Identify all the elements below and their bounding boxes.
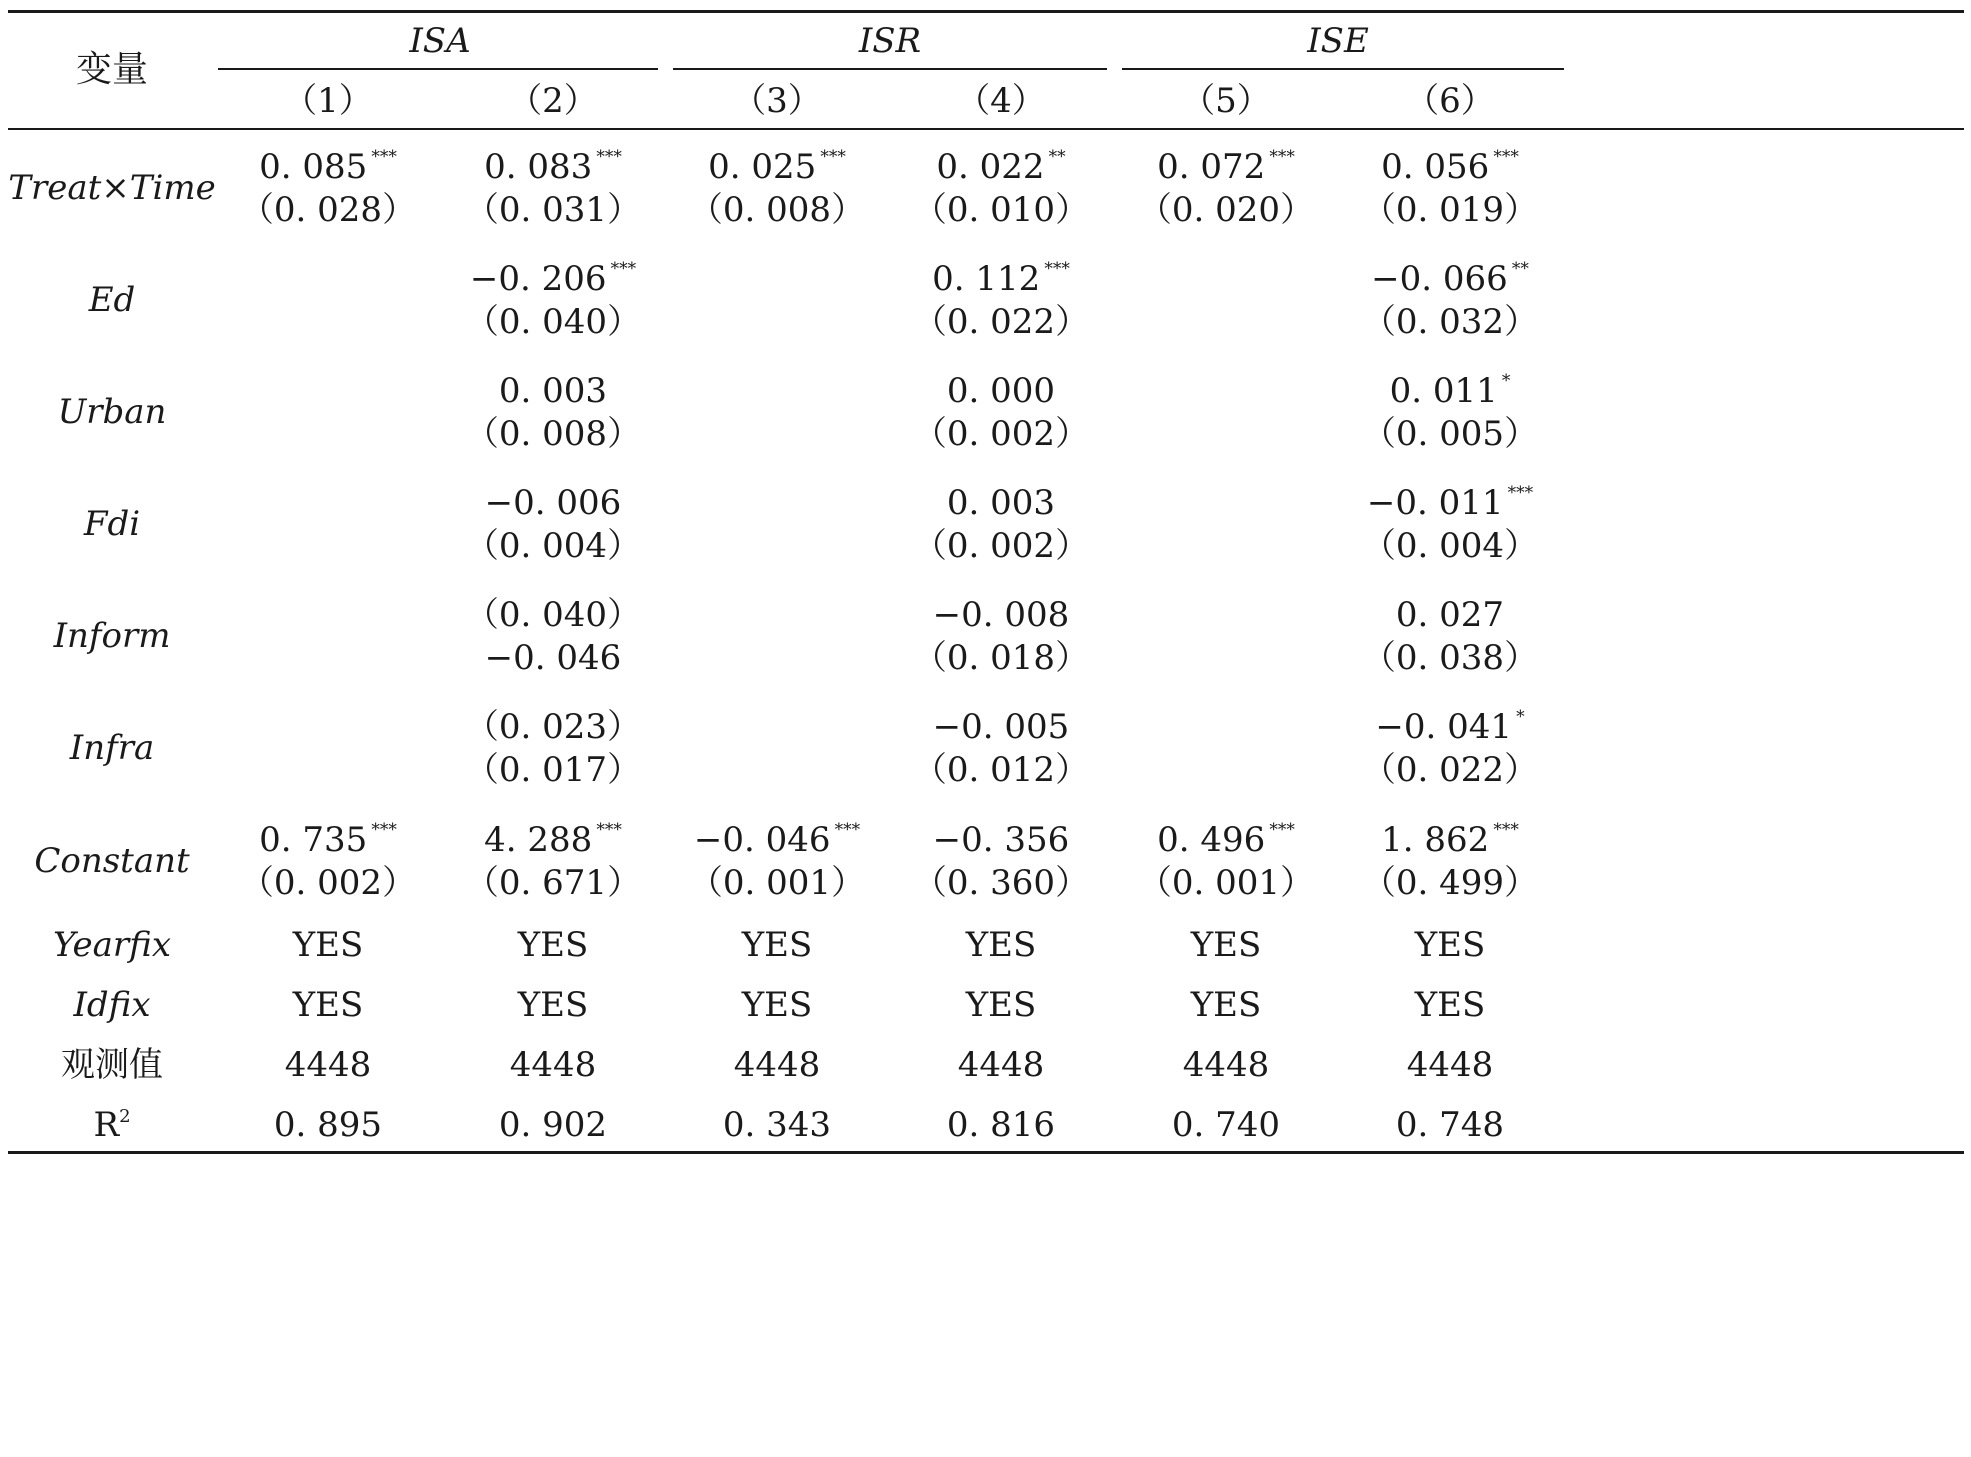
significance-stars: ** [1511,258,1529,279]
coefficient-cell [1381,819,1519,860]
significance-stars: *** [1269,819,1295,840]
standard-error-cell: （0. 020） [1137,190,1315,230]
coefficient-cell [1157,819,1295,860]
column-header: （6） [1405,81,1495,121]
coefficient-value: −0. 041 [1375,707,1513,747]
stat-cell: YES [1190,925,1262,965]
coefficient-cell [1389,370,1511,411]
coefficient-value: 0. 112 [932,259,1041,299]
standard-error-cell: （0. 038） [1361,638,1539,678]
coefficient-cell [259,819,397,860]
coefficient-cell [1371,258,1529,299]
coefficient-cell [932,707,1070,747]
coefficient-cell [1366,482,1534,523]
significance-stars: * [1501,370,1511,391]
coefficient-value: 0. 003 [498,371,608,411]
stat-cell: YES [965,985,1037,1025]
stat-cell: YES [517,925,589,965]
coefficient-cell [1375,706,1525,747]
row-label: $R^2$ [93,1105,131,1145]
coefficient-value: 4. 288 [484,820,593,860]
significance-stars: *** [820,146,846,167]
stat-cell: 4448 [733,1045,821,1085]
significance-stars: ** [1048,146,1066,167]
stat-cell: 0. 816 [946,1105,1056,1145]
row-label-superscript: 2 [119,1105,131,1127]
standard-error-cell: （0. 028） [239,190,417,230]
coefficient-value: −0. 206 [469,259,607,299]
coefficient-value: （0. 023） [464,707,642,747]
group-title-isa: ISA [409,21,471,61]
coefficient-cell [693,819,861,860]
column-header: （3） [732,81,822,121]
coefficient-cell [1157,146,1295,187]
significance-stars: *** [371,146,397,167]
stat-cell: 4448 [957,1045,1045,1085]
stat-cell: YES [1414,985,1486,1025]
stat-cell: YES [965,925,1037,965]
stat-cell: 0. 748 [1395,1105,1505,1145]
group-rule-isa [218,68,658,70]
stat-cell: YES [1414,925,1486,965]
standard-error-cell: （0. 002） [912,526,1090,566]
coefficient-value: 0. 496 [1157,820,1266,860]
coefficient-value: −0. 356 [932,820,1070,860]
coefficient-value: 1. 862 [1381,820,1490,860]
standard-error-cell: （0. 004） [1361,526,1539,566]
coefficient-cell [932,820,1070,860]
column-header: （2） [508,81,598,121]
coefficient-value: −0. 011 [1366,483,1504,523]
stat-cell: YES [741,985,813,1025]
coefficient-cell [484,483,622,523]
group-title-isr: ISR [858,21,922,61]
coefficient-cell [484,146,622,187]
stat-cell: YES [292,985,364,1025]
coefficient-value: −0. 005 [932,707,1070,747]
column-header: （1） [283,81,373,121]
significance-stars: * [1516,706,1525,727]
coefficient-cell [946,483,1056,523]
stat-cell: 0. 895 [273,1105,383,1145]
row-label: Inform [53,616,171,656]
standard-error-cell: （0. 018） [912,638,1090,678]
coefficient-cell [932,595,1070,635]
coefficient-cell [498,371,608,411]
significance-stars: *** [1269,146,1295,167]
standard-error-cell: （0. 008） [688,190,866,230]
standard-error-cell: （0. 002） [239,863,417,903]
column-header: （4） [956,81,1046,121]
stat-cell: YES [292,925,364,965]
coefficient-value: 0. 011 [1389,371,1498,411]
coefficient-cell [932,258,1070,299]
column-header: （5） [1181,81,1271,121]
row-label: Constant [34,841,190,881]
significance-stars: *** [596,146,622,167]
coefficient-value: −0. 008 [932,595,1070,635]
coefficient-value: 0. 027 [1395,595,1505,635]
standard-error-cell: −0. 046 [484,638,622,678]
standard-error-cell: （0. 001） [688,863,866,903]
stat-cell: 4448 [1182,1045,1270,1085]
stat-cell: YES [741,925,813,965]
coefficient-value: 0. 072 [1157,147,1266,187]
standard-error-cell: （0. 032） [1361,302,1539,342]
significance-stars: *** [1044,258,1070,279]
row-label: Ed [88,280,136,320]
stat-cell: 4448 [284,1045,372,1085]
significance-stars: *** [1493,146,1519,167]
coefficient-value: 0. 003 [946,483,1056,523]
stat-cell: YES [517,985,589,1025]
coefficient-value: 0. 735 [259,820,368,860]
stat-cell: 4448 [1406,1045,1494,1085]
variable-header: 变量 [75,49,149,90]
coefficient-cell [708,146,846,187]
bottom-rule [8,1151,1964,1154]
coefficient-value: 0. 000 [946,371,1056,411]
group-title-ise: ISE [1307,21,1369,61]
coefficient-value: （0. 040） [464,595,642,635]
coefficient-value: −0. 066 [1371,259,1508,299]
coefficient-cell [469,258,637,299]
significance-stars: *** [1493,819,1519,840]
significance-stars: *** [610,258,637,279]
group-rule-ise [1122,68,1564,70]
standard-error-cell: （0. 031） [464,190,642,230]
row-label: 观测值 [61,1045,163,1085]
coefficient-cell [484,819,622,860]
coefficient-cell [1395,595,1505,635]
coefficient-cell [464,595,642,635]
coefficient-value: 0. 083 [484,147,593,187]
coefficient-cell [936,146,1066,187]
coefficient-cell [1381,146,1519,187]
standard-error-cell: （0. 004） [464,526,642,566]
coefficient-value: −0. 046 [693,820,831,860]
significance-stars: *** [596,819,622,840]
row-label: Treat×Time [8,168,216,208]
row-label: Yearfix [53,925,171,965]
significance-stars: *** [371,819,397,840]
coefficient-value: 0. 056 [1381,147,1490,187]
header-rule [8,128,1964,130]
standard-error-cell: （0. 008） [464,414,642,454]
standard-error-cell: （0. 019） [1361,190,1539,230]
row-label: Fdi [83,504,141,544]
standard-error-cell: （0. 499） [1361,863,1539,903]
standard-error-cell: （0. 360） [912,863,1090,903]
stat-cell: YES [1190,985,1262,1025]
row-label: Idfix [73,985,151,1025]
stat-cell: 0. 740 [1171,1105,1281,1145]
significance-stars: *** [834,819,861,840]
standard-error-cell: （0. 012） [912,750,1090,790]
standard-error-cell: （0. 001） [1137,863,1315,903]
standard-error-cell: （0. 002） [912,414,1090,454]
stat-cell: 4448 [509,1045,597,1085]
coefficient-cell [259,146,397,187]
significance-stars: *** [1507,482,1534,503]
standard-error-cell: （0. 040） [464,302,642,342]
standard-error-cell: （0. 010） [912,190,1090,230]
standard-error-cell: （0. 005） [1361,414,1539,454]
standard-error-cell: （0. 022） [912,302,1090,342]
coefficient-cell [946,371,1056,411]
coefficient-value: 0. 085 [259,147,368,187]
coefficient-cell [464,707,642,747]
coefficient-value: 0. 025 [708,147,817,187]
coefficient-value: 0. 022 [936,147,1045,187]
standard-error-cell: （0. 017） [464,750,642,790]
standard-error-cell: （0. 671） [464,863,642,903]
row-label: Urban [57,392,167,432]
row-label: Infra [69,728,155,768]
top-rule [8,10,1964,13]
stat-cell: 0. 343 [722,1105,832,1145]
coefficient-value: −0. 006 [484,483,622,523]
group-rule-isr [673,68,1107,70]
stat-cell: 0. 902 [498,1105,608,1145]
standard-error-cell: （0. 022） [1361,750,1539,790]
